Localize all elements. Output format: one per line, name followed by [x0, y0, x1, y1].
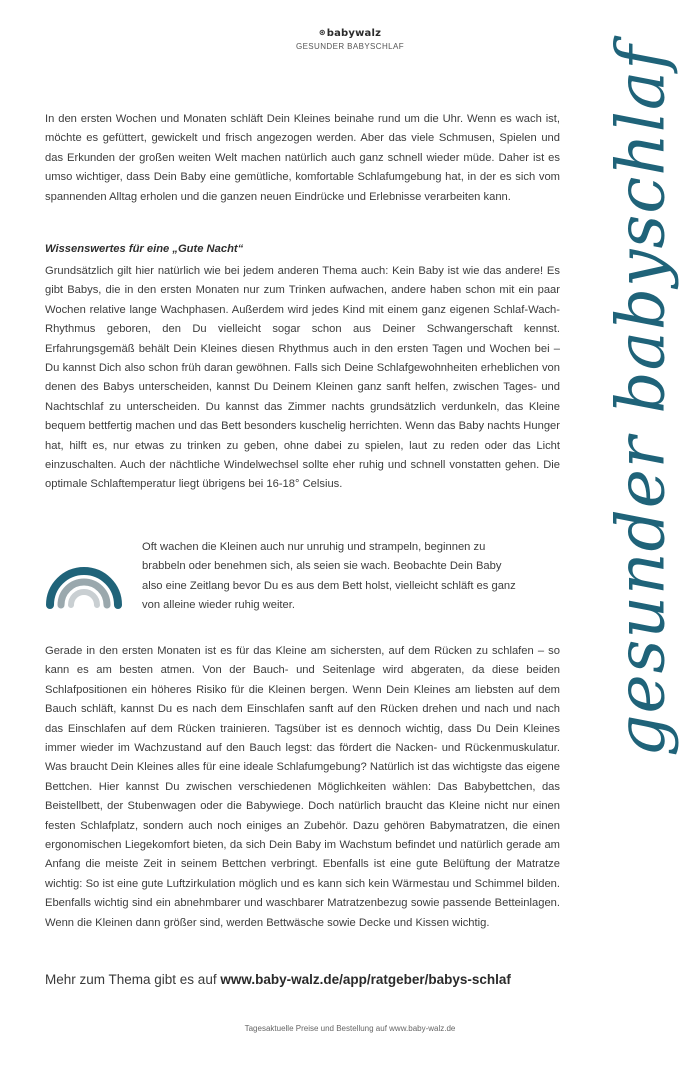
logo-text: babywalz	[326, 28, 382, 39]
section-paragraph: Grundsätzlich gilt hier natürlich wie bei jedem anderen Thema auch: Kein Baby ist wie das andere! Es gibt Babys, die in den ersten Monaten nur zum Trinken aufwachen, andere haben schon mit ein paar Wochen relative lange Wachphasen. Außerdem wird jedes Kind mit einem ganz eigenen Schlaf-Wach-Rhythmus geboren, den Du vielleicht sogar schon aus Deiner Schwangerschaft kennst. Erfahrungsgemäß behält Dein Kleines diesen Rhythmus auch in den ersten Tagen und Wochen bei – Du kannst Dich also schon früh daran gewöhnen. Falls sich Deine Schlafgewohnheiten erheblichen von denen des Babys unterscheiden, kannst Du Deinem Kleinen ganz sanft helfen, zwischen Tages- und Nachtschlaf zu unterscheiden. Du kannst das Zimmer nachts grundsätzlich verdunkeln, das Kleine bequem bettfertig machen und das Bett besonders kuschelig herrichten. Wenn das Baby nachts Hunger hat, hilft es, nur etwas zu trinken zu geben, ohne dabei zu spielen, laut zu reden oder das Licht einzuschalten. Auch der nächtliche Windelwechsel sollte eher ruhig und schnell vonstatten gehen. Die optimale Schlaftemperatur liegt übrigens bei 16-18° Celsius.	[45, 265, 560, 491]
rainbow-inner-arc	[71, 592, 97, 605]
side-title-text: gesunder babyschlaf	[602, 43, 680, 757]
section-heading: Wissenswertes für eine „Gute Nacht“	[45, 243, 244, 255]
sleep-paragraph: Gerade in den ersten Monaten ist es für das Kleine am sichersten, auf dem Rücken zu schlafen – so kann es am besten atmen. Von der Bauch- und Seitenlage wird abgeraten, da diese beiden Schlafpositionen ein höheres Risiko für die Kleinen bergen. Wenn Dein Kleines am liebsten auf dem Bauch schläft, kannst Du es nach dem Einschlafen sanft auf den Rücken drehen und nach und nach das Einschlafen auf dem Rücken trainieren. Tagsüber ist es dennoch wichtig, dass Du Dein Kleines immer wieder im Wachzustand auf den Bauch legst: das fördert die Nacken- und Rückenmuskulatur. Was braucht Dein Kleines alles für eine ideale Schlafumgebung? Natürlich ist das wichtigste das eigene Bettchen. Hier kannst Du zwischen verschiedenen Möglichkeiten wählen: Das Babybettchen, das Beistellbett, der Stubenwagen oder die Babywiege. Doch natürlich braucht das Kleine nicht nur einen festen Schlafplatz, sondern auch noch einiges an Zubehör. Dazu gehören Babymatratzen, die einen ergonomischen Liegekomfort bieten, da sich Dein Baby im Wachstum befindet und natürlich gerade am Anfang die meiste Zeit in seinem Bettchen verbringt. Ebenfalls ist eine gute Belüftung der Matratze wichtig: So ist eine gute Luftzirkulation möglich und es kann sich kein Wärmestau und Schimmel bilden. Ebenfalls wichtig sind ein abnehmbarer und waschbarer Matratzenbezug sowie passende Betteinlagen. Wenn die Kleinen dann größer sind, werden Bettwäsche sowie Decke und Kissen wichtig.	[45, 645, 560, 929]
brand-logo	[0, 28, 700, 39]
side-title	[596, 43, 686, 757]
more-info-line	[45, 972, 511, 987]
header-subtitle: GESUNDER BABYSCHLAF	[295, 42, 405, 51]
intro-paragraph: In den ersten Wochen und Monaten schläft Dein Kleines beinahe rund um die Uhr. Wenn es wach ist, möchte es gefüttert, gewickelt und frisch angezogen werden. Aber das viele Schmusen, Spielen und das Erkunden der großen weiten Welt machen natürlich auch ganz schnell wieder müde. Daher ist es umso wichtiger, dass Dein Baby eine gemütliche, komfortable Schlafumgebung hat, in der es sich vom spannenden Alltag erholen und die ganzen neuen Eindrücke und Erlebnisse verarbeiten kann.	[45, 113, 560, 203]
page-header	[0, 28, 700, 51]
page-footer: Tagesaktuelle Preise und Bestellung auf www.baby-walz.de	[244, 1024, 456, 1033]
more-info-prefix: Mehr zum Thema gibt es auf	[45, 972, 221, 987]
logo-mark-icon: ⊛	[318, 28, 326, 37]
more-info-link[interactable]: www.baby-walz.de/app/ratgeber/babys-schlaf	[220, 972, 511, 987]
tip-paragraph: Oft wachen die Kleinen auch nur unruhig und strampeln, beginnen zu brabbeln oder benehmen sich, als seien sie wach. Beobachte Dein Baby also eine Zeitlang bevor Du es aus dem Bett holst, vielleicht schläft es ganz von alleine wieder ruhig weiter.	[142, 541, 516, 612]
rainbow-icon	[44, 550, 124, 610]
